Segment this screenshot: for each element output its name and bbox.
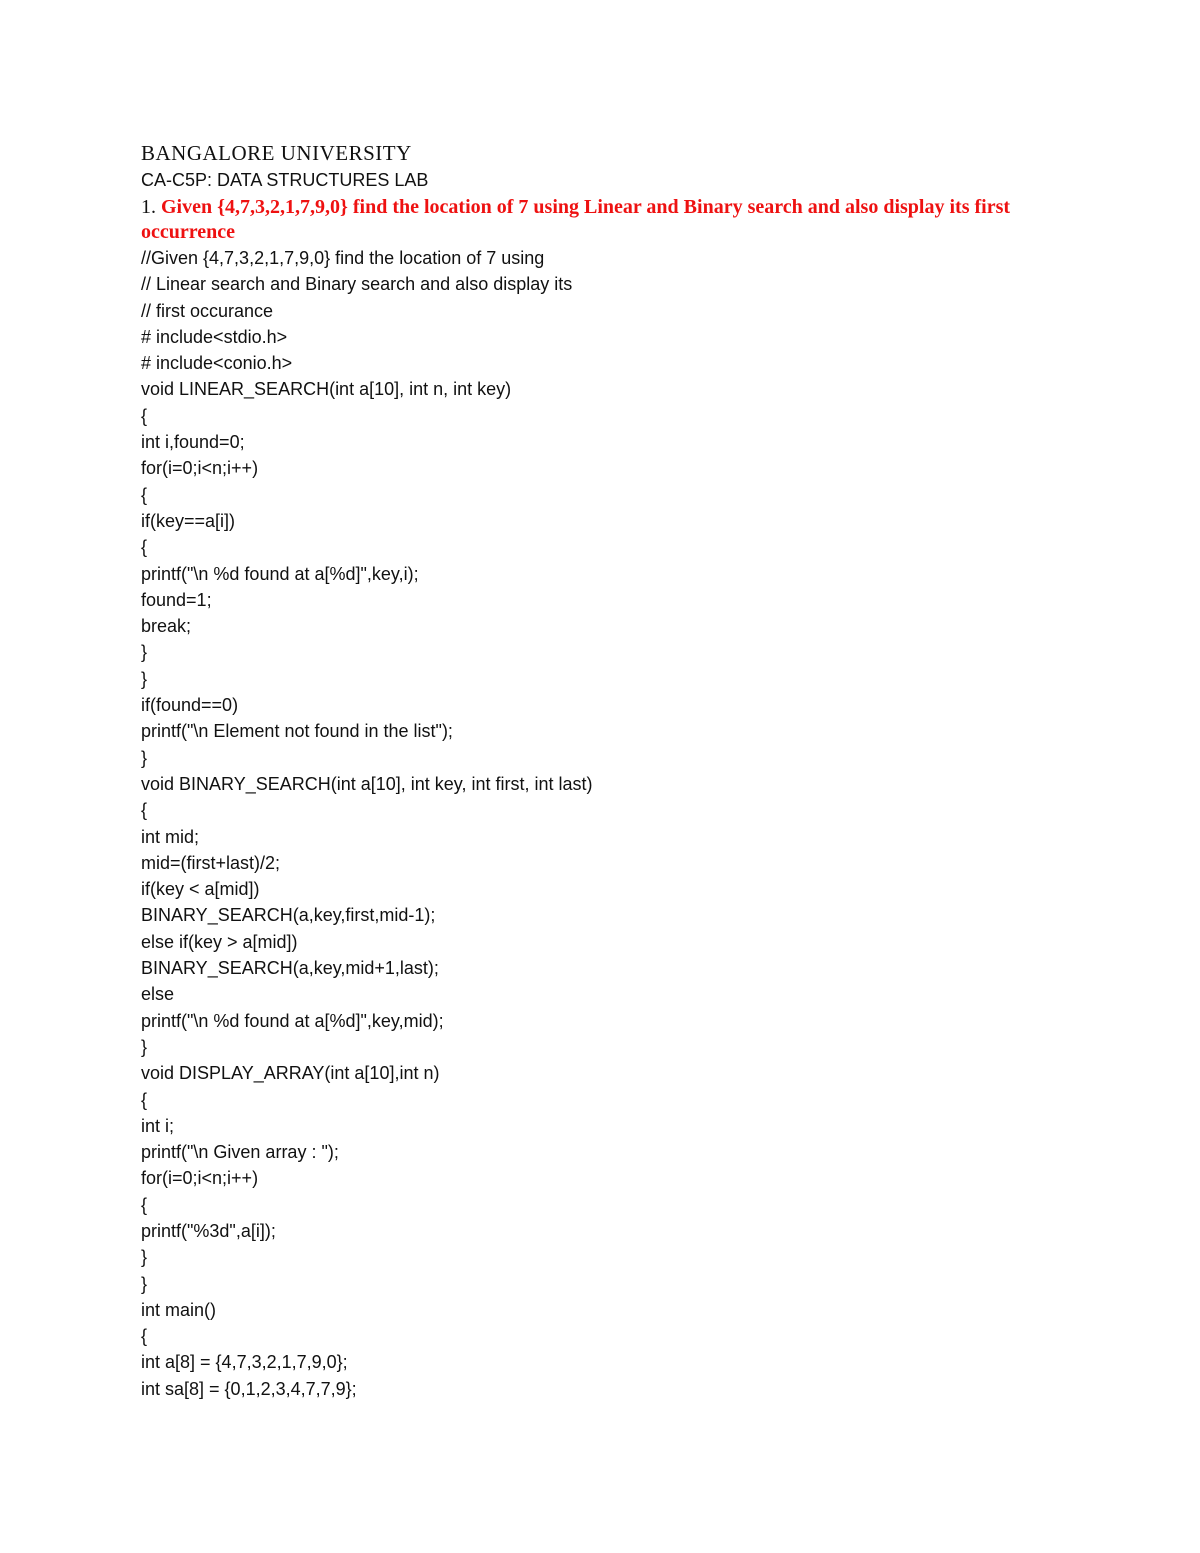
code-line: { <box>141 1194 148 1215</box>
code-line: for(i=0;i<n;i++) <box>141 458 259 479</box>
code-line: } <box>141 747 148 768</box>
code-line: # include<stdio.h> <box>141 326 288 347</box>
code-line: } <box>141 668 148 689</box>
code-line: } <box>141 642 148 663</box>
code-line: else if(key > a[mid]) <box>141 931 298 952</box>
code-line: { <box>141 484 148 505</box>
question-1 <box>141 195 1061 245</box>
code-line: if(found==0) <box>141 695 239 716</box>
code-line: printf("\n %d found at a[%d]",key,i); <box>141 563 419 584</box>
code-line: if(key < a[mid]) <box>141 879 260 900</box>
lab-subject: CA-C5P: DATA STRUCTURES LAB <box>141 170 429 190</box>
code-line: { <box>141 1089 148 1110</box>
code-line: { <box>141 405 148 426</box>
university-title: BANGALORE UNIVERSITY <box>141 141 412 165</box>
code-line: for(i=0;i<n;i++) <box>141 1168 259 1189</box>
code-line: void DISPLAY_ARRAY(int a[10],int n) <box>141 1063 440 1084</box>
code-line: } <box>141 1247 148 1268</box>
code-line: printf("\n Element not found in the list"); <box>141 721 453 742</box>
code-line: # include<conio.h> <box>141 353 293 374</box>
question-number: 1. <box>141 196 156 218</box>
code-line: found=1; <box>141 589 212 610</box>
code-line: printf("\n Given array : "); <box>141 1142 339 1163</box>
code-line: int mid; <box>141 826 200 847</box>
code-line: printf("%3d",a[i]); <box>141 1220 276 1241</box>
code-line: } <box>141 1036 148 1057</box>
code-line: int i; <box>141 1115 175 1136</box>
code-line: printf("\n %d found at a[%d]",key,mid); <box>141 1010 444 1031</box>
code-line: //Given {4,7,3,2,1,7,9,0} find the location of 7 using <box>141 248 545 268</box>
code-listing <box>141 245 1061 1402</box>
code-line: // Linear search and Binary search and also display its <box>141 274 573 295</box>
code-line: if(key==a[i]) <box>141 510 236 531</box>
code-line: BINARY_SEARCH(a,key,first,mid-1); <box>141 905 436 926</box>
code-line: } <box>141 1273 148 1294</box>
code-line: mid=(first+last)/2; <box>141 852 281 873</box>
code-line: { <box>141 1326 148 1347</box>
code-line: int i,found=0; <box>141 432 245 453</box>
code-line: { <box>141 800 148 821</box>
code-line: BINARY_SEARCH(a,key,mid+1,last); <box>141 958 439 979</box>
code-line: int a[8] = {4,7,3,2,1,7,9,0}; <box>141 1352 348 1373</box>
code-line: int main() <box>141 1299 217 1320</box>
code-line: { <box>141 537 148 558</box>
code-line: void BINARY_SEARCH(int a[10], int key, int first, int last) <box>141 773 593 794</box>
code-line: else <box>141 984 175 1005</box>
code-line: void LINEAR_SEARCH(int a[10], int n, int key) <box>141 379 512 400</box>
question-text: Given {4,7,3,2,1,7,9,0} find the location of 7 using Linear and Binary search and also display its first occurrence <box>141 196 1011 243</box>
code-line: break; <box>141 616 192 637</box>
code-line: int sa[8] = {0,1,2,3,4,7,7,9}; <box>141 1378 357 1399</box>
code-line: // first occurance <box>141 300 274 321</box>
document-page <box>141 139 1061 1402</box>
